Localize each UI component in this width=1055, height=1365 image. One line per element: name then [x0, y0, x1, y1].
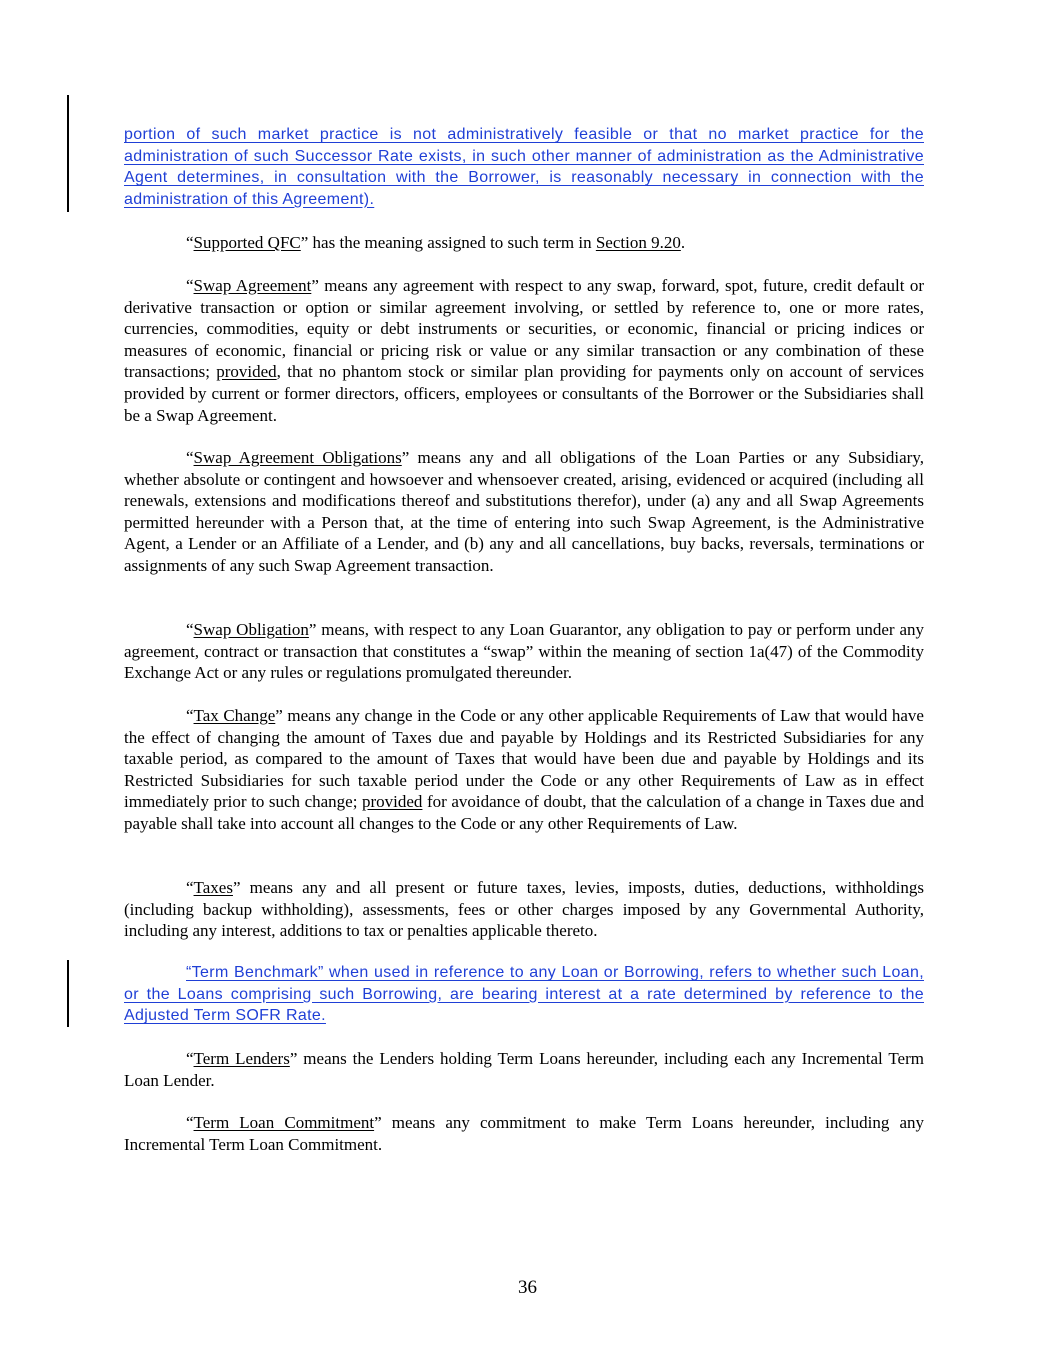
definition-swap-agreement — [124, 275, 924, 426]
definition-text: ” means any and all obligations of the Loan Parties or any Subsidiary, whether absolute or contingent and howsoever and whensoever created, arising, evidenced or acquired (including all renewals, extensions and modifications thereof and substitutions therefor), under (a) any and all Swap Agreements permitted hereunder with a Person that, at the time of entering into such Swap Agreement, is the Administrative Agent, a Lender or an Affiliate of a Lender, and (b) any and all cancellations, buy backs, reversals, terminations or assignments of any such Swap Agreement transaction. — [124, 448, 924, 575]
definition-text: ” means any change in the Code or any other applicable Requirements of Law that would have the effect of changing the amount of Taxes due and payable by Holdings and its Restricted Subsidiaries for any taxable period, as compared to the amount of Taxes that would have been due and payable by Holdings and its Restricted Subsidiaries for such taxable period under the Code or any other Requirements of Law as in effect immediately prior to such change; — [124, 706, 924, 812]
definition-text: ” has the meaning assigned to such term in — [300, 233, 596, 252]
definition-swap-obligation — [124, 619, 924, 684]
definition-text: ” means any and all present or future taxes, levies, imposts, duties, deductions, withholdings (including backup withholding), assessments, fees or other charges imposed by any Governmental Authority, including any interest, additions to tax or penalties applicable thereto. — [124, 878, 924, 941]
provided-term: provided — [216, 362, 277, 382]
provided-term: provided — [362, 792, 423, 812]
defined-term: Swap Obligation — [193, 620, 309, 639]
definition-term-loan-commitment — [124, 1112, 924, 1155]
definition-end: . — [680, 233, 686, 252]
defined-term: Term Loan Commitment — [193, 1113, 375, 1132]
open-quote: “ — [186, 706, 194, 725]
revision-bar-top — [67, 95, 69, 212]
definition-text: for avoidance of doubt, that the calculation of a change in Taxes due and payable shall take into account all changes to the Code or any other Requirements of Law. — [124, 792, 925, 833]
defined-term: Supported QFC — [193, 233, 301, 252]
inserted-text-successor-rate: portion of such market practice is not administratively feasible or that no market practice for the administration of such Successor Rate exists, in such other manner of administration as the Administrative Agent determines, in consultation with the Borrower, is reasonably necessary in connection with the administration of this Agreement). — [124, 126, 924, 208]
defined-term: Swap Agreement — [193, 276, 312, 295]
definition-text: ” means the Lenders holding Term Loans hereunder, including each any Incremental Term Loan Lender. — [124, 1049, 924, 1090]
definition-term-lenders — [124, 1048, 924, 1091]
definition-tax-change — [124, 705, 924, 835]
open-quote: “ — [186, 448, 194, 467]
defined-term: Taxes — [193, 878, 233, 897]
inserted-definition-text: “Term Benchmark” when used in reference to any Loan or Borrowing, refers to whether such Loan, or the Loans comprising such Borrowing, are bearing interest at a rate determined by reference to the Adjusted Term SOFR Rate. — [124, 964, 924, 1025]
definition-text: ” means any agreement with respect to any swap, forward, spot, future, credit default or derivative transaction or option or similar agreement involving, or settled by reference to, one or more rates, currencies, commodities, equity or debt instruments or securities, or economic, financial or pricing indices or measures of economic, financial or pricing risk or value or any similar transaction or any combination of these transactions; — [124, 276, 925, 382]
definition-swap-agreement-obligations — [124, 447, 924, 577]
defined-term: Tax Change — [193, 706, 276, 725]
inserted-definition-term-benchmark — [124, 962, 924, 1027]
definition-text: ” means any commitment to make Term Loans hereunder, including any Incremental Term Loan Commitment. — [124, 1113, 925, 1154]
section-reference: Section 9.20 — [595, 233, 681, 252]
open-quote: “ — [186, 233, 194, 252]
definition-taxes — [124, 877, 924, 942]
defined-term: Term Lenders — [193, 1049, 290, 1068]
definition-supported-qfc — [124, 232, 924, 254]
revision-bar-bottom — [67, 960, 69, 1027]
page-number: 36 — [518, 1277, 537, 1298]
defined-term: Swap Agreement Obligations — [193, 448, 402, 467]
open-quote: “ — [186, 1049, 194, 1068]
definition-text: ” means, with respect to any Loan Guarantor, any obligation to pay or perform under any agreement, contract or transaction that constitutes a “swap” within the meaning of section 1a(47) of the Commodity Exchange Act or any rules or regulations promulgated thereunder. — [124, 620, 924, 683]
open-quote: “ — [186, 620, 194, 639]
open-quote: “ — [186, 276, 194, 295]
definition-text: , that no phantom stock or similar plan providing for payments only on account of services provided by current or former directors, officers, employees or consultants of the Borrower or the Subsidiaries shall be a Swap Agreement. — [124, 362, 925, 425]
open-quote: “ — [186, 878, 194, 897]
open-quote: “ — [186, 1113, 194, 1132]
